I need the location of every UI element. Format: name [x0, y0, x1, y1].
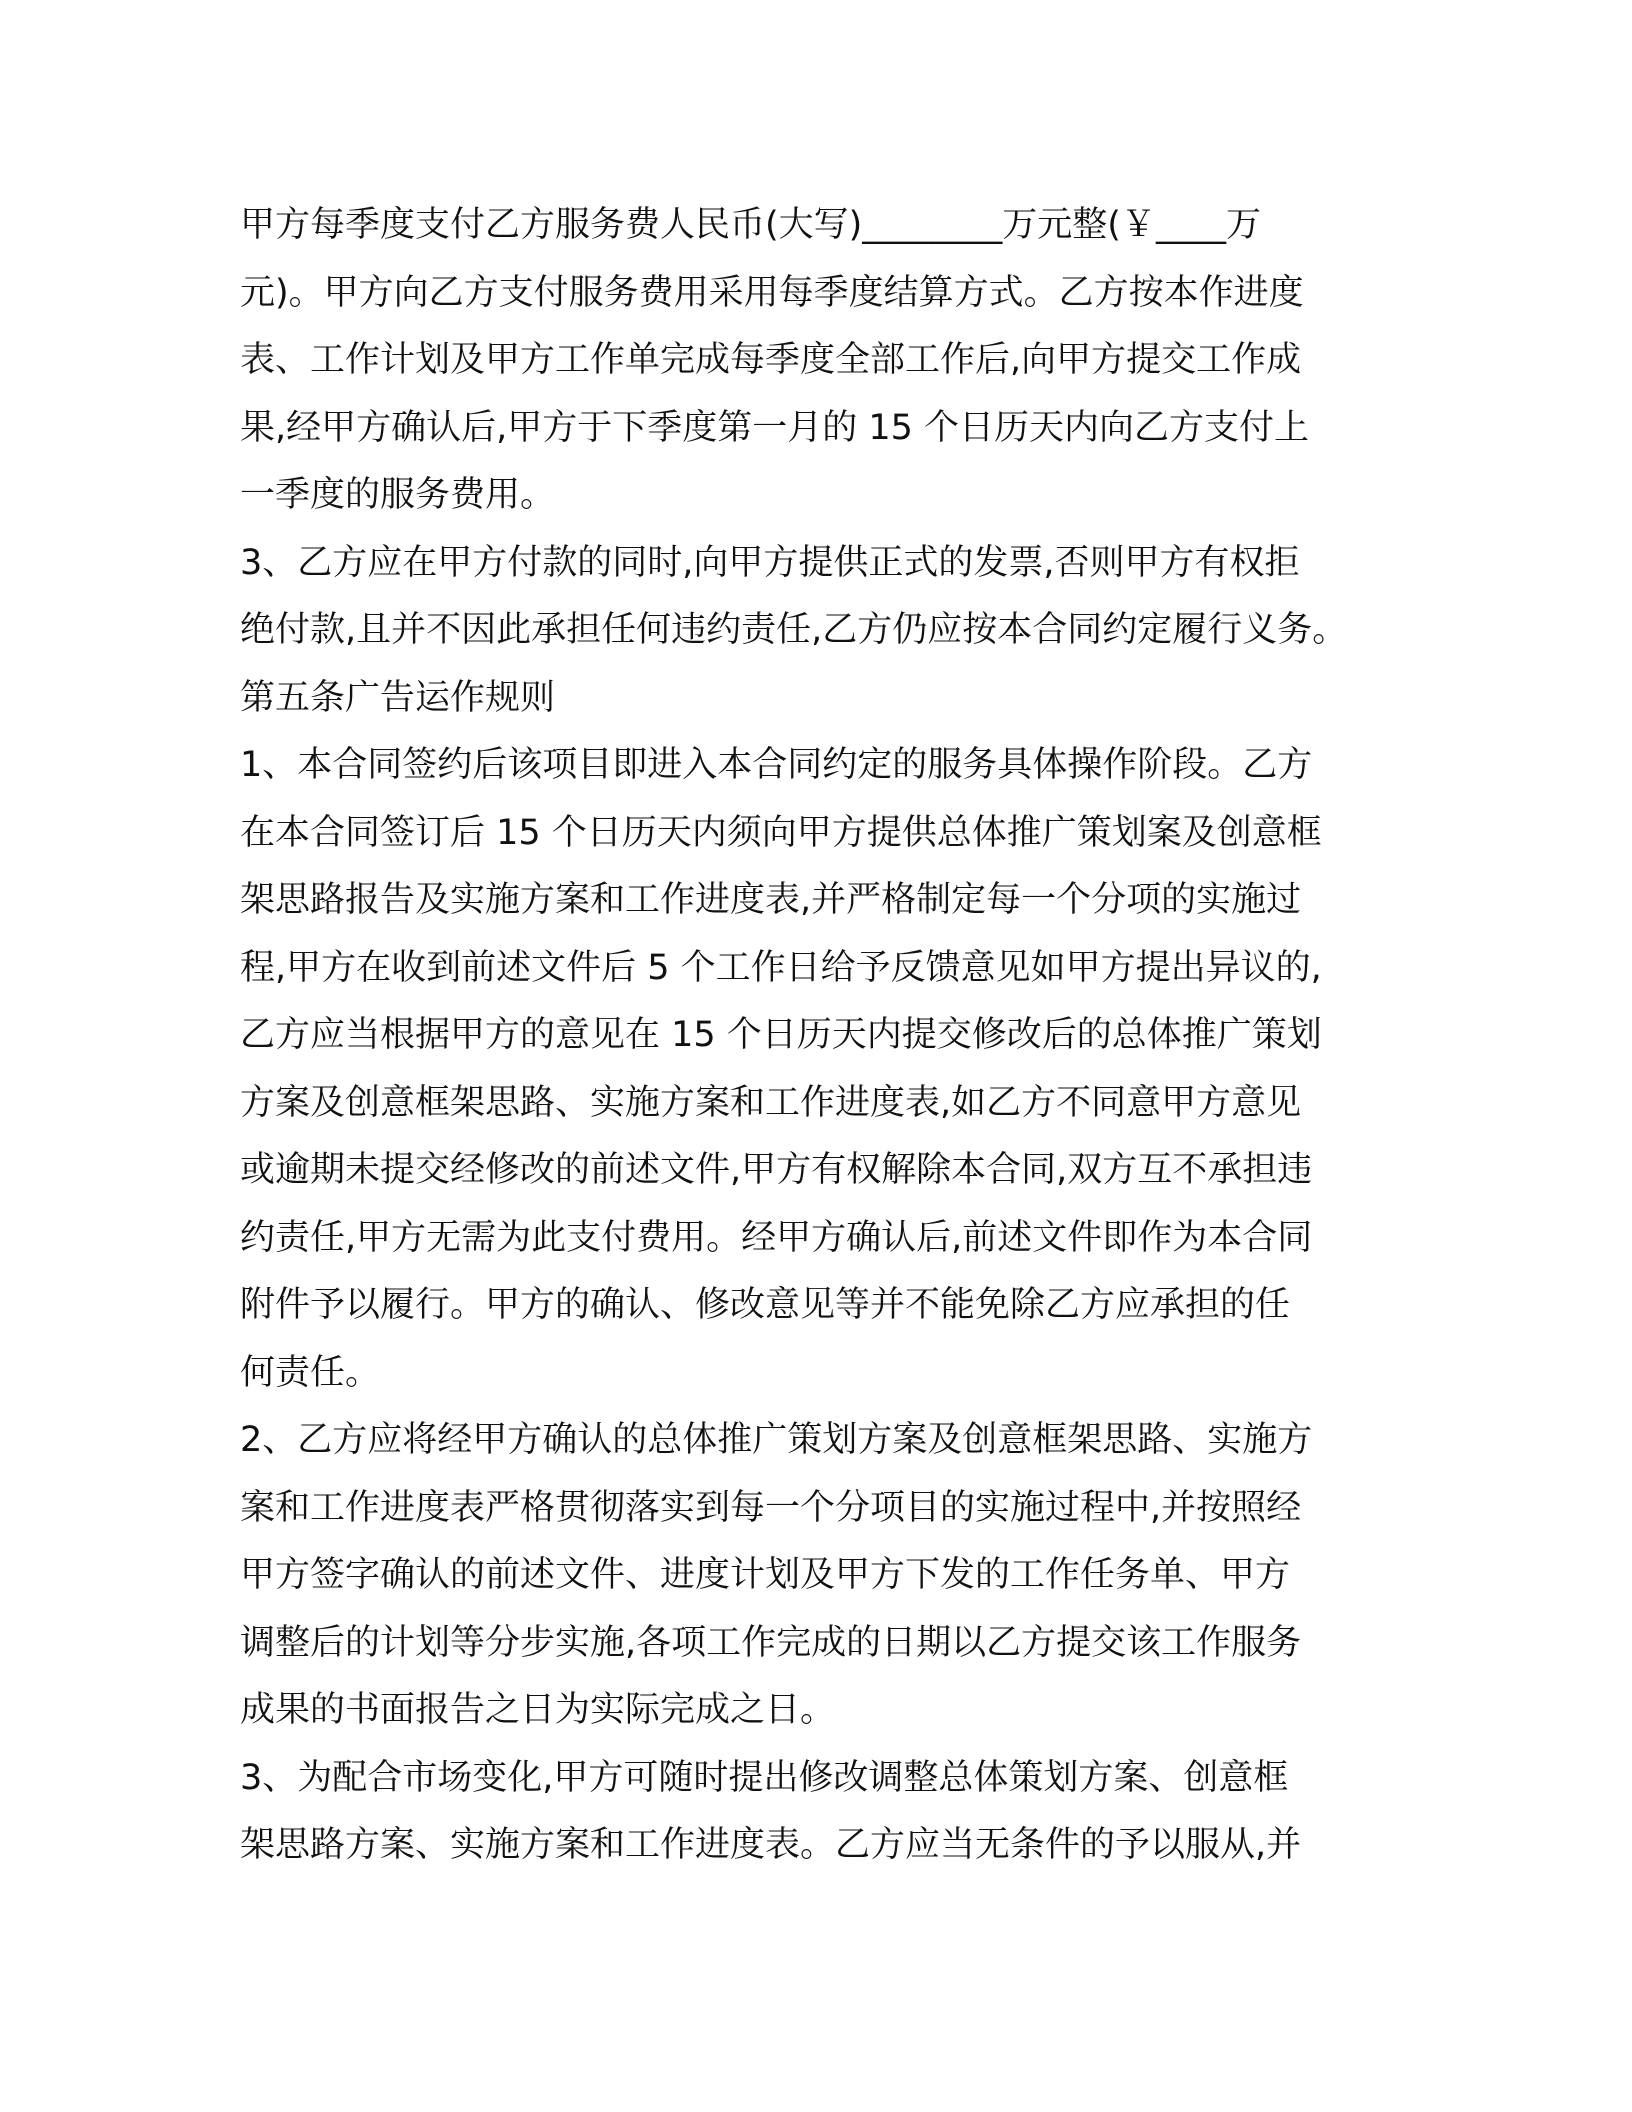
text-line: 方案及创意框架思路、实施方案和工作进度表,如乙方不同意甲方意见 — [240, 1082, 1302, 1123]
text-line: 甲方每季度支付乙方服务费人民币(大写)________万元整(￥____万 — [240, 205, 1261, 245]
text-line: 甲方签字确认的前述文件、进度计划及甲方下发的工作任务单、甲方 — [240, 1555, 1291, 1595]
text-line: 或逾期未提交经修改的前述文件,甲方有权解除本合同,双方互不承担违 — [240, 1150, 1313, 1190]
text-line: 架思路报告及实施方案和工作进度表,并严格制定每一个分项的实施过 — [240, 880, 1302, 920]
text-line: 附件予以履行。甲方的确认、修改意见等并不能免除乙方应承担的任 — [240, 1285, 1291, 1325]
text-line: 成果的书面报告之日为实际完成之日。 — [240, 1690, 836, 1730]
text-line: 1、本合同签约后该项目即进入本合同约定的服务具体操作阶段。乙方 — [240, 745, 1313, 785]
contract-text — [240, 192, 1420, 1880]
text-line: 一季度的服务费用。 — [240, 475, 556, 515]
text-line: 3、乙方应在甲方付款的同时,向甲方提供正式的发票,否则甲方有权拒 — [240, 542, 1300, 583]
text-line: 在本合同签订后 15 个日历天内须向甲方提供总体推广策划案及创意框 — [240, 812, 1322, 853]
text-line: 3、为配合市场变化,甲方可随时提出修改调整总体策划方案、创意框 — [240, 1757, 1289, 1798]
text-line: 约责任,甲方无需为此支付费用。经甲方确认后,前述文件即作为本合同 — [240, 1217, 1313, 1258]
section-heading: 第五条广告运作规则 — [240, 677, 556, 718]
text-line: 程,甲方在收到前述文件后 5 个工作日给予反馈意见如甲方提出异议的, — [240, 947, 1322, 988]
text-line: 何责任。 — [240, 1352, 381, 1393]
text-line: 元)。甲方向乙方支付服务费用采用每季度结算方式。乙方按本作进度 — [240, 272, 1304, 313]
text-line: 绝付款,且并不因此承担任何违约责任,乙方仍应按本合同约定履行义务。 — [240, 610, 1348, 650]
text-line: 调整后的计划等分步实施,各项工作完成的日期以乙方提交该工作服务 — [240, 1622, 1302, 1663]
text-line: 案和工作进度表严格贯彻落实到每一个分项目的实施过程中,并按照经 — [240, 1487, 1302, 1528]
text-line: 架思路方案、实施方案和工作进度表。乙方应当无条件的予以服从,并 — [240, 1825, 1302, 1865]
text-line: 2、乙方应将经甲方确认的总体推广策划方案及创意框架思路、实施方 — [240, 1420, 1313, 1460]
text-line: 表、工作计划及甲方工作单完成每季度全部工作后,向甲方提交工作成 — [240, 340, 1302, 380]
text-line: 乙方应当根据甲方的意见在 15 个日历天内提交修改后的总体推广策划 — [240, 1015, 1322, 1055]
text-line: 果,经甲方确认后,甲方于下季度第一月的 15 个日历天内向乙方支付上 — [240, 407, 1310, 448]
